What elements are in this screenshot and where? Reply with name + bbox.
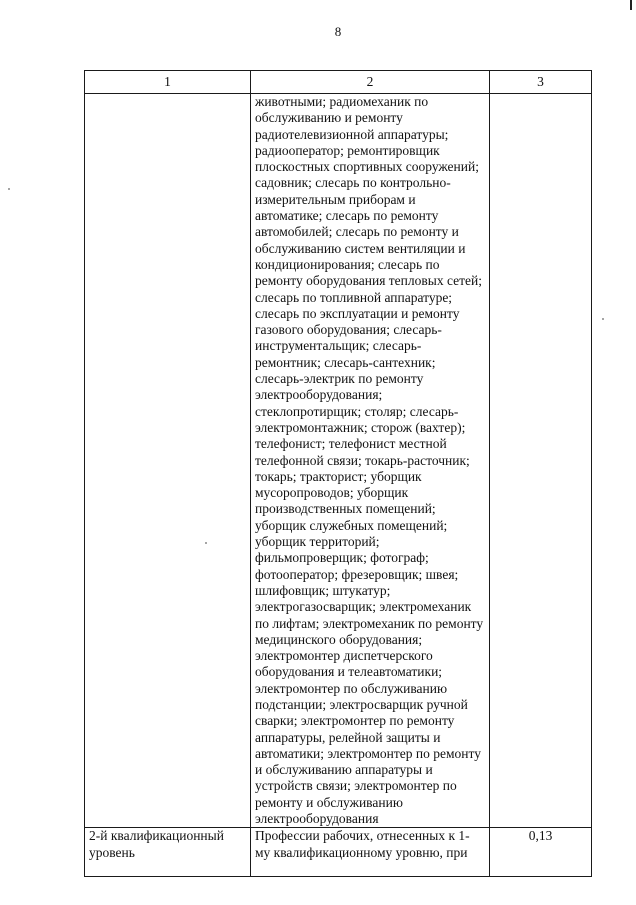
table-row (85, 94, 592, 828)
professions-cell: Профессии рабочих, отнесенных к 1- му квалификационному уровню, при (251, 828, 490, 877)
table-row (85, 828, 592, 877)
qualification-level-cell: 2-й квалификационный уровень (85, 828, 251, 877)
table-header-row (85, 71, 592, 94)
professions-cell: животными; радиомеханик по обслуживанию и ремонту радиотелевизионной аппаратуры; радиооператор; ремонтировщик плоскостных спортивных сооружений; садовник; слесарь по контрольно- измерительным приборам и автоматике; слесарь по ремонту автомобилей; слесарь по ремонту и обслуживанию систем вентиляции и кондиционирования; слесарь по ремонту оборудования тепловых сетей; слесарь по топливной аппаратуре; слесарь по эксплуатации и ремонту газового оборудования; слесарь- инструментальщик; слесарь- ремонтник; слесарь-сантехник; слесарь-электрик по ремонту электрооборудования; стеклопротирщик; столяр; слесарь- электромонтажник; сторож (вахтер); телефонист; телефонист местной телефонной связи; токарь-расточник; токарь; тракторист; уборщик мусоропроводов; уборщик производственных помещений; уборщик служебных помещений; уборщик территорий; фильмопроверщик; фотограф; фотооператор; фрезеровщик; швея; шлифовщик; штукатур; электрогазосварщик; электромеханик по лифтам; электромеханик по ремонту медицинского оборудования; электромонтер диспетчерского оборудования и телеавтоматики; электромонтер по обслуживанию подстанции; электросварщик ручной сварки; электромонтер по ремонту аппаратуры, релейной защиты и автоматики; электромонтер по ремонту и обслуживанию аппаратуры и устройств связи; электромонтер по ремонту и обслуживанию электрооборудования (251, 94, 490, 828)
scan-speck (8, 188, 10, 190)
scan-speck (602, 318, 604, 320)
coefficient-cell: 0,13 (490, 828, 592, 877)
qualification-table (84, 70, 592, 877)
coefficient-cell (490, 94, 592, 828)
qualification-level-cell (85, 94, 251, 828)
corner-scan-mark (630, 0, 632, 10)
column-header-3: 3 (490, 71, 592, 94)
column-header-1: 1 (85, 71, 251, 94)
page-number: 8 (334, 24, 342, 39)
column-header-2: 2 (251, 71, 490, 94)
